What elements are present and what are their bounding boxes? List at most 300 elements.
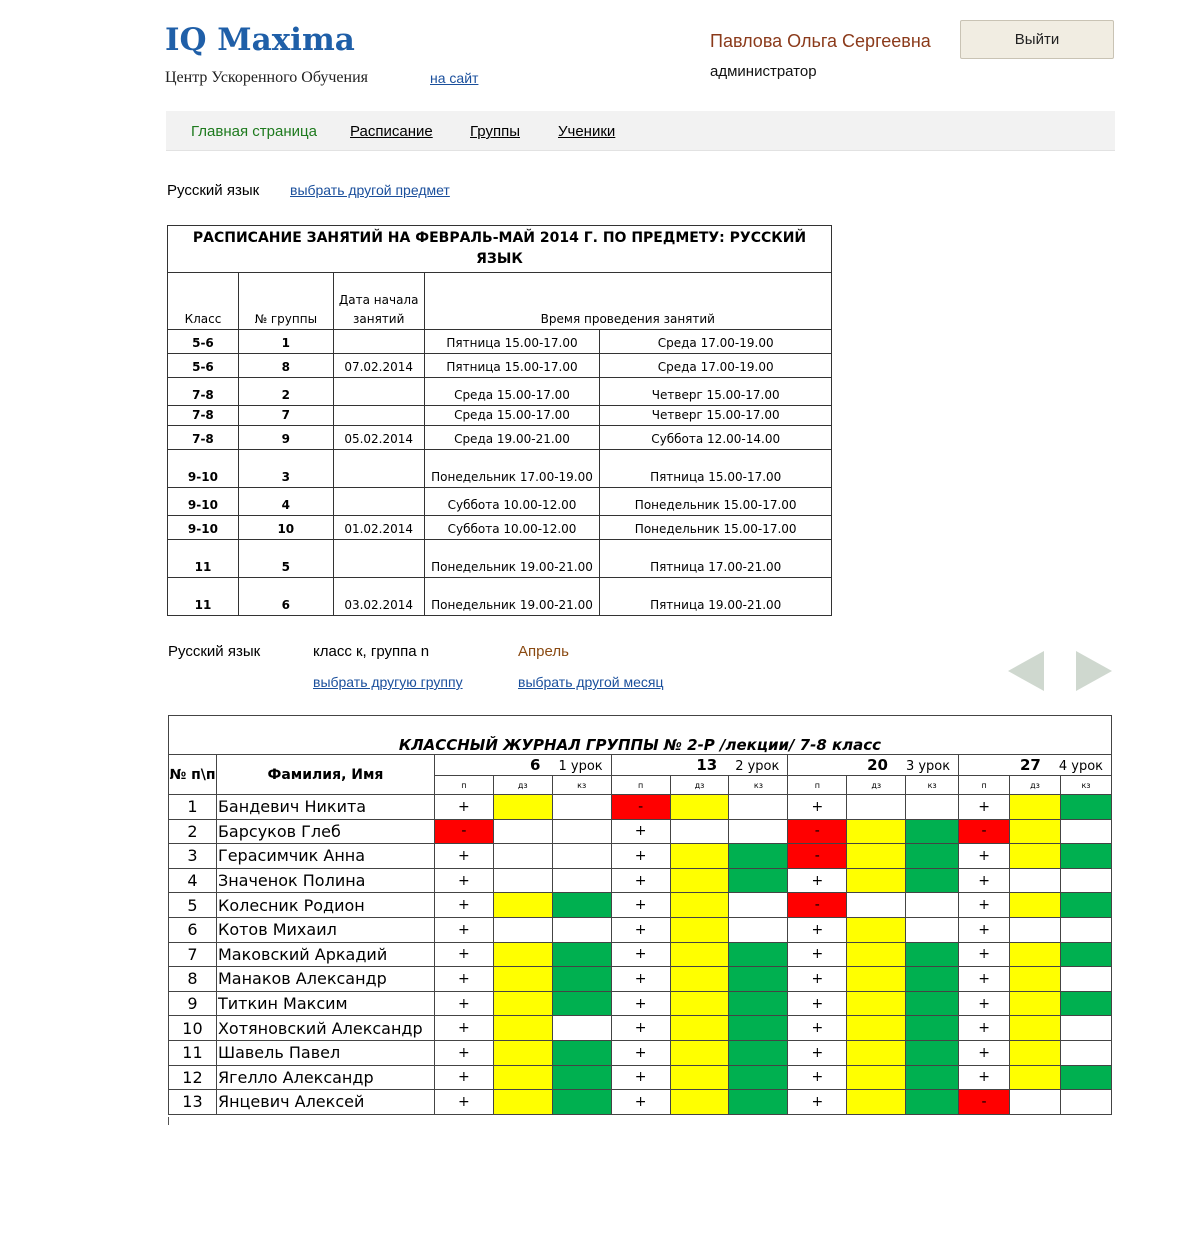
- group-cell: 10: [238, 516, 333, 540]
- journal-title: КЛАССНЫЙ ЖУРНАЛ ГРУППЫ № 2-Р /лекции/ 7-8 класс: [169, 716, 1112, 755]
- start-date-cell: 05.02.2014: [333, 426, 424, 450]
- date-lesson: 2 урок: [735, 759, 780, 774]
- group-cell: 9: [238, 426, 333, 450]
- date-lesson: 4 урок: [1058, 759, 1103, 774]
- mark-cell[interactable]: +: [434, 844, 493, 869]
- mark-cell[interactable]: [729, 1016, 788, 1041]
- mark-cell[interactable]: +: [611, 893, 670, 918]
- date-day: 20: [867, 756, 888, 774]
- time2-cell: Суббота 12.00-14.00: [600, 426, 832, 450]
- student-row: [169, 967, 1112, 992]
- student-number: 2: [169, 819, 217, 844]
- mark-cell[interactable]: [493, 991, 552, 1016]
- mark-cell[interactable]: -: [959, 819, 1010, 844]
- time1-cell: Понедельник 17.00-19.00: [424, 450, 600, 488]
- mark-cell[interactable]: [906, 1016, 959, 1041]
- mark-cell[interactable]: [552, 1016, 611, 1041]
- mark-cell[interactable]: [670, 1090, 729, 1115]
- mark-cell[interactable]: [1060, 893, 1111, 918]
- mark-cell[interactable]: -: [788, 893, 847, 918]
- mark-cell[interactable]: +: [788, 868, 847, 893]
- time2-cell: Среда 17.00-19.00: [600, 330, 832, 354]
- mark-cell[interactable]: +: [611, 868, 670, 893]
- student-name[interactable]: Колесник Родион: [216, 893, 434, 918]
- mark-cell[interactable]: +: [788, 795, 847, 820]
- start-date-cell: 07.02.2014: [333, 354, 424, 378]
- mark-cell[interactable]: [552, 819, 611, 844]
- mark-cell[interactable]: +: [434, 1016, 493, 1041]
- start-date-cell: [333, 450, 424, 488]
- mark-cell[interactable]: +: [434, 868, 493, 893]
- student-name[interactable]: Бандевич Никита: [216, 795, 434, 820]
- schedule-title: РАСПИСАНИЕ ЗАНЯТИЙ НА ФЕВРАЛЬ-МАЙ 2014 Г. ПО ПРЕДМЕТУ: РУССКИЙ ЯЗЫК: [168, 226, 832, 273]
- time2-cell: Понедельник 15.00-17.00: [600, 488, 832, 516]
- mark-cell[interactable]: [847, 1065, 906, 1090]
- mark-cell[interactable]: +: [434, 893, 493, 918]
- mark-cell[interactable]: +: [611, 1040, 670, 1065]
- schedule-subject: Русский язык: [167, 182, 260, 199]
- sub-header-homework: дз: [847, 776, 906, 795]
- student-name[interactable]: Котов Михаил: [216, 917, 434, 942]
- student-number: 11: [169, 1040, 217, 1065]
- mark-cell[interactable]: +: [611, 991, 670, 1016]
- class-cell: 7-8: [168, 426, 239, 450]
- mark-cell[interactable]: [1010, 868, 1061, 893]
- col-start-date-header: Дата начала занятий: [333, 273, 424, 330]
- student-name[interactable]: Ягелло Александр: [216, 1065, 434, 1090]
- mark-cell[interactable]: +: [959, 942, 1010, 967]
- col-num-header: № п\п: [169, 755, 217, 795]
- mark-cell[interactable]: [906, 967, 959, 992]
- mark-cell[interactable]: [1060, 967, 1111, 992]
- schedule-row: [168, 488, 832, 516]
- nav-item-students[interactable]: Ученики: [558, 123, 616, 140]
- mark-cell[interactable]: [847, 893, 906, 918]
- mark-cell[interactable]: [906, 1065, 959, 1090]
- time2-cell: Пятница 19.00-21.00: [600, 578, 832, 616]
- sub-header-homework: дз: [670, 776, 729, 795]
- start-date-cell: [333, 406, 424, 426]
- change-subject-link[interactable]: выбрать другой предмет: [290, 182, 450, 198]
- time2-cell: Четверг 15.00-17.00: [600, 378, 832, 406]
- mark-cell[interactable]: [493, 1016, 552, 1041]
- mark-cell[interactable]: +: [788, 1040, 847, 1065]
- mark-cell[interactable]: [847, 917, 906, 942]
- mark-cell[interactable]: [847, 1090, 906, 1115]
- mark-cell[interactable]: +: [959, 967, 1010, 992]
- user-name: Павлова Ольга Сергеевна: [710, 31, 931, 51]
- time1-cell: Суббота 10.00-12.00: [424, 516, 600, 540]
- time2-cell: Четверг 15.00-17.00: [600, 406, 832, 426]
- student-number: 10: [169, 1016, 217, 1041]
- mark-cell[interactable]: +: [788, 917, 847, 942]
- mark-cell[interactable]: [906, 844, 959, 869]
- mark-cell[interactable]: +: [611, 1090, 670, 1115]
- mark-cell[interactable]: [493, 795, 552, 820]
- mark-cell[interactable]: +: [959, 991, 1010, 1016]
- student-row: [169, 991, 1112, 1016]
- mark-cell[interactable]: +: [788, 967, 847, 992]
- mark-cell[interactable]: [729, 917, 788, 942]
- mark-cell[interactable]: [1010, 795, 1061, 820]
- class-cell: 7-8: [168, 378, 239, 406]
- mark-cell[interactable]: [1010, 1090, 1061, 1115]
- mark-cell[interactable]: +: [959, 1016, 1010, 1041]
- mark-cell[interactable]: [493, 942, 552, 967]
- logo[interactable]: IQ Maxima: [165, 22, 355, 58]
- mark-cell[interactable]: +: [959, 795, 1010, 820]
- student-name[interactable]: Маковский Аркадий: [216, 942, 434, 967]
- schedule-row: [168, 426, 832, 450]
- mark-cell[interactable]: +: [611, 942, 670, 967]
- mark-cell[interactable]: [847, 967, 906, 992]
- date-day: 6: [530, 756, 541, 774]
- time2-cell: Среда 17.00-19.00: [600, 354, 832, 378]
- mark-cell[interactable]: +: [434, 917, 493, 942]
- mark-cell[interactable]: [729, 1040, 788, 1065]
- student-row: [169, 1065, 1112, 1090]
- mark-cell[interactable]: [847, 844, 906, 869]
- student-number: 5: [169, 893, 217, 918]
- col-name-header: Фамилия, Имя: [216, 755, 434, 795]
- col-class-header: Класс: [168, 273, 239, 330]
- mark-cell[interactable]: [1010, 844, 1061, 869]
- mark-cell[interactable]: [552, 795, 611, 820]
- mark-cell[interactable]: +: [611, 917, 670, 942]
- mark-cell[interactable]: [847, 819, 906, 844]
- mark-cell[interactable]: [847, 942, 906, 967]
- main-nav: [166, 111, 1115, 151]
- time1-cell: Понедельник 19.00-21.00: [424, 540, 600, 578]
- mark-cell[interactable]: [729, 1090, 788, 1115]
- sub-header-present: п: [434, 776, 493, 795]
- mark-cell[interactable]: [552, 917, 611, 942]
- mark-cell[interactable]: [670, 967, 729, 992]
- mark-cell[interactable]: [670, 1065, 729, 1090]
- mark-cell[interactable]: [1010, 942, 1061, 967]
- student-row: [169, 795, 1112, 820]
- mark-cell[interactable]: [729, 795, 788, 820]
- mark-cell[interactable]: +: [611, 819, 670, 844]
- mark-cell[interactable]: [1060, 795, 1111, 820]
- time1-cell: Пятница 15.00-17.00: [424, 330, 600, 354]
- group-cell: 5: [238, 540, 333, 578]
- mark-cell[interactable]: [493, 844, 552, 869]
- mark-cell[interactable]: +: [434, 1065, 493, 1090]
- sub-header-present: п: [788, 776, 847, 795]
- mark-cell[interactable]: -: [788, 844, 847, 869]
- group-cell: 1: [238, 330, 333, 354]
- mark-cell[interactable]: [670, 1016, 729, 1041]
- mark-cell[interactable]: +: [959, 893, 1010, 918]
- change-group-link[interactable]: выбрать другую группу: [313, 674, 463, 690]
- student-row: [169, 868, 1112, 893]
- mark-cell[interactable]: [493, 967, 552, 992]
- student-number: 9: [169, 991, 217, 1016]
- journal-group: класс к, группа n: [313, 643, 430, 660]
- student-number: 13: [169, 1090, 217, 1115]
- mark-cell[interactable]: +: [959, 868, 1010, 893]
- student-name[interactable]: Шавель Павел: [216, 1040, 434, 1065]
- date-day: 13: [696, 756, 718, 774]
- mark-cell[interactable]: [670, 844, 729, 869]
- mark-cell[interactable]: [906, 819, 959, 844]
- mark-cell[interactable]: [1060, 1040, 1111, 1065]
- student-number: 1: [169, 795, 217, 820]
- student-name[interactable]: Значенок Полина: [216, 868, 434, 893]
- date-lesson: 1 урок: [558, 759, 603, 774]
- mark-cell[interactable]: +: [788, 1065, 847, 1090]
- mark-cell[interactable]: +: [434, 795, 493, 820]
- tagline: Центр Ускоренного Обучения: [165, 69, 368, 86]
- mark-cell[interactable]: [729, 868, 788, 893]
- mark-cell[interactable]: [729, 1065, 788, 1090]
- mark-cell[interactable]: [1060, 991, 1111, 1016]
- mark-cell[interactable]: [552, 868, 611, 893]
- mark-cell[interactable]: [552, 1040, 611, 1065]
- sub-header-test: кз: [906, 776, 959, 795]
- mark-cell[interactable]: [1060, 868, 1111, 893]
- class-cell: 5-6: [168, 354, 239, 378]
- group-cell: 6: [238, 578, 333, 616]
- student-name[interactable]: Титкин Максим: [216, 991, 434, 1016]
- time1-cell: Среда 19.00-21.00: [424, 426, 600, 450]
- mark-cell[interactable]: [493, 819, 552, 844]
- mark-cell[interactable]: [906, 795, 959, 820]
- mark-cell[interactable]: +: [434, 1040, 493, 1065]
- mark-cell[interactable]: +: [434, 1090, 493, 1115]
- mark-cell[interactable]: [1010, 1040, 1061, 1065]
- class-cell: 11: [168, 578, 239, 616]
- mark-cell[interactable]: -: [434, 819, 493, 844]
- mark-cell[interactable]: +: [959, 1065, 1010, 1090]
- change-month-link[interactable]: выбрать другой месяц: [518, 674, 664, 690]
- sub-header-homework: дз: [493, 776, 552, 795]
- student-number: 3: [169, 844, 217, 869]
- date-lesson: 3 урок: [905, 759, 951, 774]
- mark-cell[interactable]: +: [788, 991, 847, 1016]
- student-number: 12: [169, 1065, 217, 1090]
- journal-month: Апрель: [518, 643, 569, 660]
- mark-cell[interactable]: [552, 1065, 611, 1090]
- mark-cell[interactable]: -: [611, 795, 670, 820]
- student-name[interactable]: Барсуков Глеб: [216, 819, 434, 844]
- time1-cell: Понедельник 19.00-21.00: [424, 578, 600, 616]
- group-cell: 7: [238, 406, 333, 426]
- site-link[interactable]: на сайт: [430, 70, 479, 86]
- mark-cell[interactable]: [552, 844, 611, 869]
- mark-cell[interactable]: [1060, 942, 1111, 967]
- mark-cell[interactable]: [729, 991, 788, 1016]
- mark-cell[interactable]: [1060, 1065, 1111, 1090]
- class-journal-table: [168, 715, 1112, 1115]
- table-edge: [168, 1117, 169, 1125]
- col-group-header: № группы: [238, 273, 333, 330]
- class-cell: 5-6: [168, 330, 239, 354]
- mark-cell[interactable]: [906, 868, 959, 893]
- mark-cell[interactable]: +: [959, 1040, 1010, 1065]
- student-row: [169, 942, 1112, 967]
- nav-item-schedule[interactable]: Расписание: [350, 123, 433, 140]
- prev-month-arrow-icon[interactable]: [1008, 651, 1044, 691]
- start-date-cell: 01.02.2014: [333, 516, 424, 540]
- user-role: администратор: [710, 63, 817, 80]
- student-row: [169, 893, 1112, 918]
- schedule-row: [168, 354, 832, 378]
- mark-cell[interactable]: [1010, 967, 1061, 992]
- mark-cell[interactable]: [493, 868, 552, 893]
- mark-cell[interactable]: [1060, 1090, 1111, 1115]
- student-row: [169, 819, 1112, 844]
- logout-button[interactable]: Выйти: [960, 20, 1114, 59]
- mark-cell[interactable]: [906, 917, 959, 942]
- start-date-cell: [333, 540, 424, 578]
- time2-cell: Пятница 15.00-17.00: [600, 450, 832, 488]
- mark-cell[interactable]: +: [434, 967, 493, 992]
- mark-cell[interactable]: [670, 991, 729, 1016]
- mark-cell[interactable]: [552, 967, 611, 992]
- schedule-row: [168, 578, 832, 616]
- mark-cell[interactable]: [552, 1090, 611, 1115]
- student-row: [169, 1016, 1112, 1041]
- student-name[interactable]: Хотяновский Александр: [216, 1016, 434, 1041]
- schedule-row: [168, 330, 832, 354]
- class-cell: 9-10: [168, 450, 239, 488]
- schedule-row: [168, 450, 832, 488]
- mark-cell[interactable]: [552, 991, 611, 1016]
- schedule-row: [168, 406, 832, 426]
- mark-cell[interactable]: [493, 1040, 552, 1065]
- class-cell: 9-10: [168, 516, 239, 540]
- time1-cell: Среда 15.00-17.00: [424, 406, 600, 426]
- mark-cell[interactable]: [729, 967, 788, 992]
- mark-cell[interactable]: [847, 795, 906, 820]
- sub-header-present: п: [611, 776, 670, 795]
- mark-cell[interactable]: [847, 1016, 906, 1041]
- mark-cell[interactable]: [670, 917, 729, 942]
- mark-cell[interactable]: +: [959, 844, 1010, 869]
- mark-cell[interactable]: [729, 844, 788, 869]
- date-header: [959, 755, 1112, 776]
- student-name[interactable]: Янцевич Алексей: [216, 1090, 434, 1115]
- mark-cell[interactable]: [847, 1040, 906, 1065]
- mark-cell[interactable]: [847, 868, 906, 893]
- mark-cell[interactable]: [906, 1040, 959, 1065]
- col-time-header: Время проведения занятий: [424, 273, 831, 330]
- mark-cell[interactable]: [670, 795, 729, 820]
- mark-cell[interactable]: [729, 942, 788, 967]
- sub-header-test: кз: [1060, 776, 1111, 795]
- mark-cell[interactable]: [493, 1090, 552, 1115]
- mark-cell[interactable]: [1010, 991, 1061, 1016]
- mark-cell[interactable]: [1010, 917, 1061, 942]
- mark-cell[interactable]: [670, 1040, 729, 1065]
- class-cell: 9-10: [168, 488, 239, 516]
- time1-cell: Суббота 10.00-12.00: [424, 488, 600, 516]
- mark-cell[interactable]: +: [434, 942, 493, 967]
- mark-cell[interactable]: [1060, 819, 1111, 844]
- time2-cell: Понедельник 15.00-17.00: [600, 516, 832, 540]
- sub-header-test: кз: [729, 776, 788, 795]
- mark-cell[interactable]: [493, 893, 552, 918]
- mark-cell[interactable]: [906, 1090, 959, 1115]
- mark-cell[interactable]: [670, 819, 729, 844]
- mark-cell[interactable]: [906, 893, 959, 918]
- sub-header-homework: дз: [1010, 776, 1061, 795]
- mark-cell[interactable]: -: [959, 1090, 1010, 1115]
- mark-cell[interactable]: [906, 991, 959, 1016]
- mark-cell[interactable]: +: [788, 1090, 847, 1115]
- schedule-row: [168, 378, 832, 406]
- sub-header-present: п: [959, 776, 1010, 795]
- mark-cell[interactable]: +: [611, 1016, 670, 1041]
- mark-cell[interactable]: +: [611, 967, 670, 992]
- mark-cell[interactable]: [493, 917, 552, 942]
- mark-cell[interactable]: +: [611, 1065, 670, 1090]
- mark-cell[interactable]: [847, 991, 906, 1016]
- group-cell: 8: [238, 354, 333, 378]
- start-date-cell: [333, 378, 424, 406]
- nav-item-groups[interactable]: Группы: [470, 123, 520, 140]
- next-month-arrow-icon[interactable]: [1076, 651, 1112, 691]
- nav-item-home[interactable]: Главная страница: [191, 123, 317, 140]
- student-number: 6: [169, 917, 217, 942]
- student-row: [169, 917, 1112, 942]
- mark-cell[interactable]: [1060, 917, 1111, 942]
- mark-cell[interactable]: [1060, 1016, 1111, 1041]
- mark-cell[interactable]: +: [788, 942, 847, 967]
- date-header: [434, 755, 611, 776]
- date-header: [788, 755, 959, 776]
- mark-cell[interactable]: +: [959, 917, 1010, 942]
- student-number: 4: [169, 868, 217, 893]
- student-row: [169, 844, 1112, 869]
- mark-cell[interactable]: [670, 868, 729, 893]
- mark-cell[interactable]: -: [788, 819, 847, 844]
- mark-cell[interactable]: [729, 819, 788, 844]
- mark-cell[interactable]: [1060, 844, 1111, 869]
- mark-cell[interactable]: +: [788, 1016, 847, 1041]
- group-cell: 4: [238, 488, 333, 516]
- time1-cell: Пятница 15.00-17.00: [424, 354, 600, 378]
- mark-cell[interactable]: [670, 942, 729, 967]
- mark-cell[interactable]: [552, 893, 611, 918]
- mark-cell[interactable]: [670, 893, 729, 918]
- mark-cell[interactable]: +: [434, 991, 493, 1016]
- mark-cell[interactable]: [729, 893, 788, 918]
- student-name[interactable]: Манаков Александр: [216, 967, 434, 992]
- mark-cell[interactable]: [1010, 1065, 1061, 1090]
- sub-header-test: кз: [552, 776, 611, 795]
- start-date-cell: 03.02.2014: [333, 578, 424, 616]
- group-cell: 3: [238, 450, 333, 488]
- start-date-cell: [333, 330, 424, 354]
- date-day: 27: [1019, 756, 1041, 774]
- schedule-row: [168, 516, 832, 540]
- mark-cell[interactable]: [1010, 893, 1061, 918]
- time2-cell: Пятница 17.00-21.00: [600, 540, 832, 578]
- mark-cell[interactable]: [493, 1065, 552, 1090]
- class-cell: 7-8: [168, 406, 239, 426]
- mark-cell[interactable]: [1010, 1016, 1061, 1041]
- mark-cell[interactable]: [906, 942, 959, 967]
- mark-cell[interactable]: +: [611, 844, 670, 869]
- mark-cell[interactable]: [552, 942, 611, 967]
- class-cell: 11: [168, 540, 239, 578]
- mark-cell[interactable]: [1010, 819, 1061, 844]
- student-name[interactable]: Герасимчик Анна: [216, 844, 434, 869]
- date-header: [611, 755, 788, 776]
